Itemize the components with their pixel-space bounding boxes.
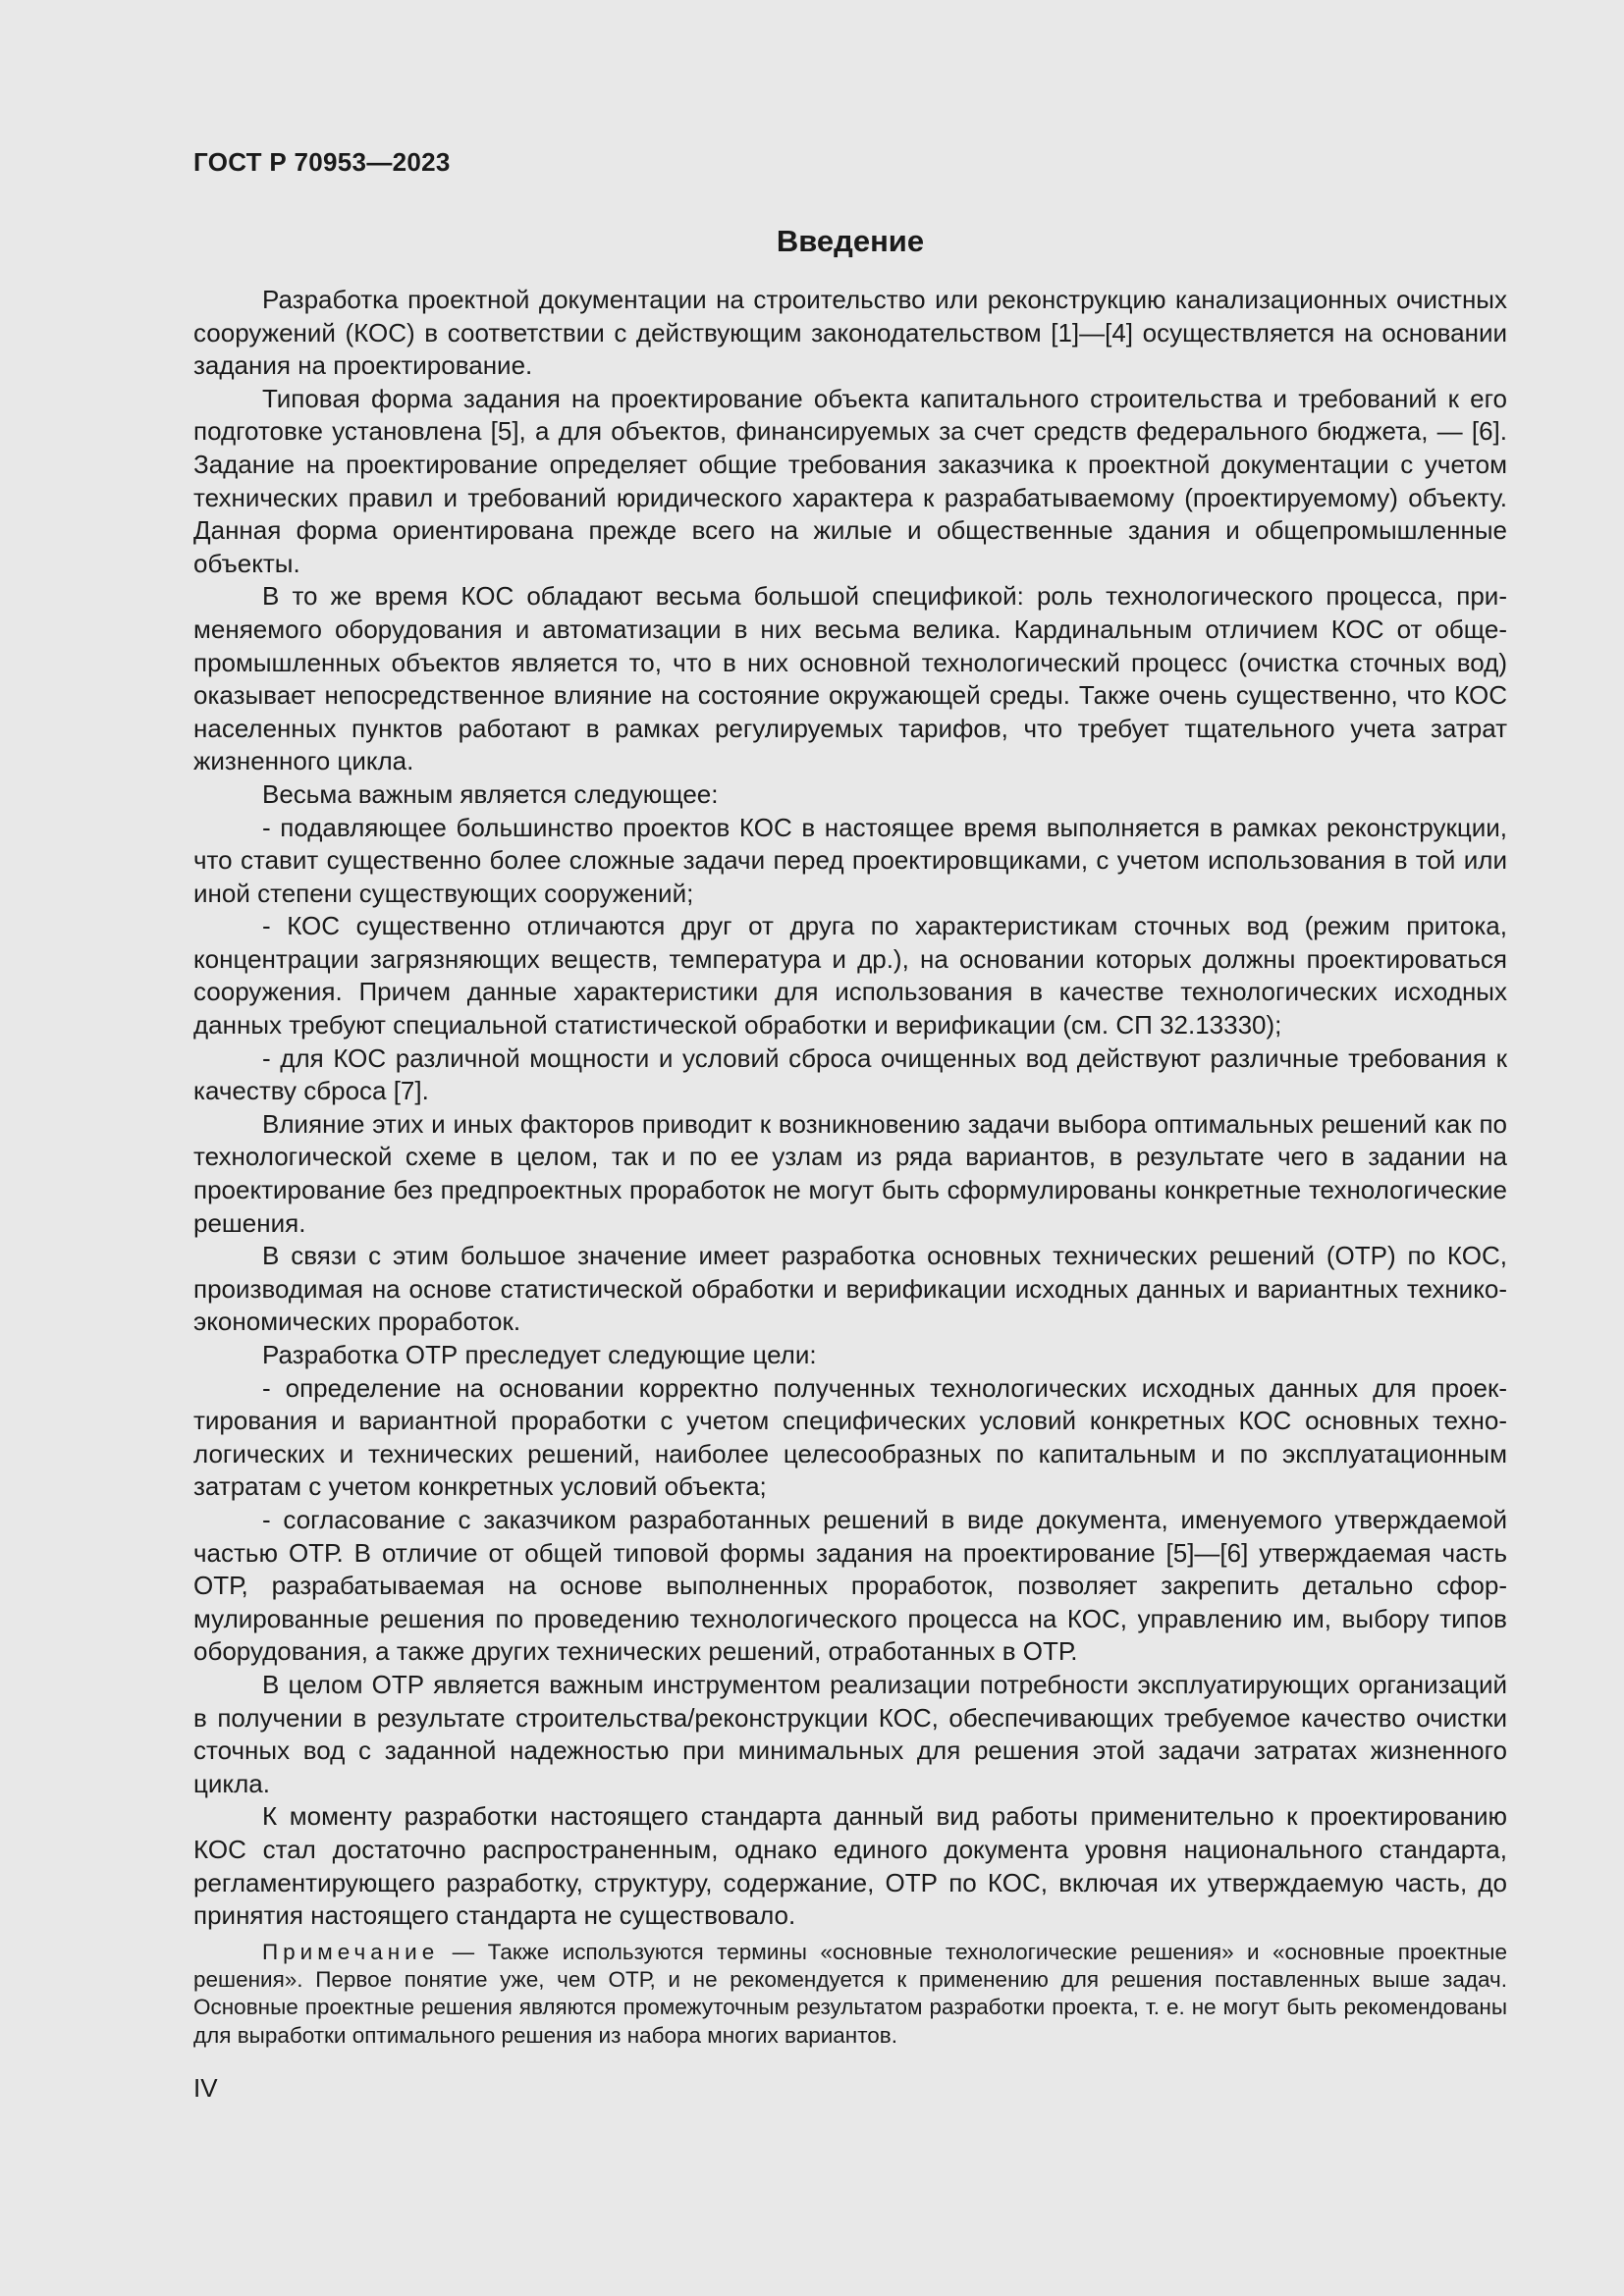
paragraph: Типовая форма задания на проектирование объекта капитального строительства и требований к его подготовке установлена [5], а для объектов, финансируемых за счет средств федерального бюджета, — [6]. Задание на проектирование определяет общие требования заказчика к проектной документации с учетом технических правил и требований юридического характера к разрабатываемому (проектируемому) объекту. Данная форма ориентирована прежде всего на жилые и общественные здания и общепромышленные объекты. [193, 383, 1507, 578]
paragraph: Разработка ОТР преследует следующие цели: [262, 1340, 817, 1369]
note [193, 1939, 1507, 2050]
list-item: - подавляющее большинство проектов КОС в настоящее время выполняется в рамках реконструкции, что ставит существенно более сложные задачи перед проектировщиками, с учетом использования в той или иной степени существующих сооружений; [193, 812, 1507, 908]
list-item: - для КОС различной мощности и условий сброса очищенных вод действуют различные требования к качеству сброса [7]. [193, 1042, 1507, 1106]
body-text [193, 284, 1507, 1933]
paragraph: Влияние этих и иных факторов приводит к возникновению задачи выбора оптимальных решений как по технологической схеме в целом, так и по ее узлам из ряда вариантов, в результате чего в задании на проектирование без предпроектных проработок не могут быть сформулированы конкретные технологические решения. [193, 1108, 1507, 1238]
paragraph: Разработка проектной документации на строительство или реконструкцию канализационных очистных сооружений (КОС) в соответствии с действующим законодательством [1]—[4] осуществляется на основании задания на проектирование. [193, 285, 1507, 381]
document-header: ГОСТ Р 70953—2023 [193, 147, 451, 177]
paragraph: К моменту разработки настоящего стандарта данный вид работы применительно к проектированию КОС стал достаточно распространенным, однако единого документа уровня национального стандарта, регламентирующего разработку, структуру, содержание, ОТР по КОС, включая их утверждаемую часть, до принятия настоящего стандарта не существовало. [193, 1801, 1507, 1931]
section-title: Введение [776, 224, 925, 258]
note-text: — Также используются термины «основные технологические решения» и «основные проектные решения». Первое понятие уже, чем ОТР, и не рекомендуется к применению для решения поставленных выше задач. Основные проектные решения являются промежуточным результатом разработки проекта, т. е. не могут быть рекомендованы для выработки оптимального решения из набора многих вариантов. [193, 1940, 1507, 2048]
paragraph: В целом ОТР является важным инструментом реализации потребности эксплуатирующих организаций в получении в результате строительства/реконструкции КОС, обеспечивающих требуемое качество очистки сточных вод с заданной надежностью при минимальных для решения этой задачи затратах жизненного цикла. [193, 1669, 1507, 1798]
page-number: IV [193, 2073, 218, 2103]
paragraph: Весьма важным является следующее: [262, 778, 719, 809]
list-item: - определение на основании корректно полученных технологических исходных данных для проектирования и вариантной проработки с учетом специфических условий конкретных КОС основных технологических и технических решений, наиболее целесообразных по капитальным и по эксплуатационным затратам с учетом конкретных условий объекта; [193, 1372, 1507, 1502]
list-item: - согласование с заказчиком разработанных решений в виде документа, именуемого утверждаемой частью ОТР. В отличие от общей типовой формы задания на проектирование [5]—[6] утверждаемая часть ОТР, разрабатываемая на основе выполненных проработок, позволяет закрепить детально сформулированные решения по проведению технологического процесса на КОС, управлению им, выбору типов оборудования, а также других технических решений, отработанных в ОТР. [193, 1504, 1507, 1667]
paragraph: В связи с этим большое значение имеет разработка основных технических решений (ОТР) по КОС, производимая на основе статистической обработки и верификации исходных данных и вариантных технико-экономических проработок. [193, 1241, 1507, 1337]
list-item: - КОС существенно отличаются друг от друга по характеристикам сточных вод (режим притока, концентрации загрязняющих веществ, температура и др.), на основании которых должны проектироваться сооружения. Причем данные характеристики для использования в качестве технологических исходных данных требуют специальной статистической обработки и верификации (см. СП 32.13330); [193, 911, 1507, 1041]
paragraph: В то же время КОС обладают весьма большой спецификой: роль технологического процесса, применяемого оборудования и автоматизации в них весьма велика. Кардинальным отличием КОС от общепромышленных объектов является то, что в них основной технологический процесс (очистка сточных вод) оказывает непосредственное влияние на состояние окружающей среды. Также очень существенно, что КОС населенных пунктов работают в рамках регулируемых тарифов, что требует тщательного учета затрат жизненного цикла. [193, 581, 1507, 776]
note-label: Примечание [262, 1940, 440, 1964]
